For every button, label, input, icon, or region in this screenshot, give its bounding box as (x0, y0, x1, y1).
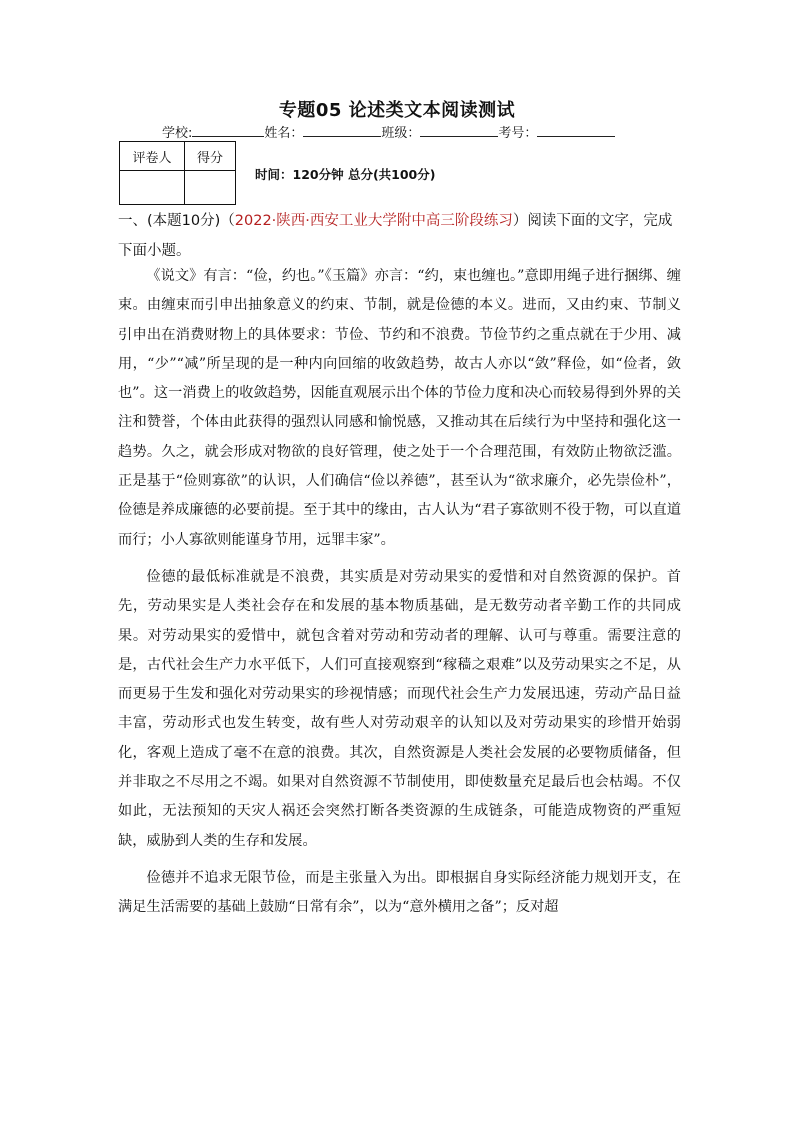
class-label: 班级： (381, 126, 421, 141)
score-header: 得分 (185, 142, 236, 171)
paragraph-1: 《说文》有言：“俭，约也。”《玉篇》亦言：“约，束也缠也。”意即用绳子进行捆绑、缠束。由缠束而引申出抽象意义的约束、节制，就是俭德的本义。进而，又由约束、节制义引申出在消费财物上的具体要求：节俭、节约和不浪费。节俭节约之重点就在于少用、减用，“少”“减”所呈现的是一种内向回缩的收敛趋势，故古人亦以“敛”释俭，如“俭者，敛也”。这一消费上的收敛趋势，因能直观展示出个体的节俭力度和决心而较易得到外界的关注和赞誉，个体由此获得的强烈认同感和愉悦感，又推动其在后续行为中坚持和强化这一趋势。久之，就会形成对物欲的良好管理，使之处于一个合理范围，有效防止物欲泛滥。正是基于“俭则寡欲”的认识，人们确信“俭以养德”，甚至认为“欲求廉介，必先崇俭朴”，俭德是养成廉德的必要前提。至于其中的缘由，古人认为“君子寡欲则不役于物，可以直道而行；小人寡欲则能谨身节用，远罪丰家”。 (118, 268, 681, 548)
grader-header: 评卷人 (120, 142, 185, 171)
class-blank (420, 123, 498, 137)
paragraph-2: 俭德的最低标准就是不浪费，其实质是对劳动果实的爱惜和对自然资源的保护。首先，劳动果实是人类社会存在和发展的基本物质基础，是无数劳动者辛勤工作的共同成果。对劳动果实的爱惜中，就包含着对劳动和劳动者的理解、认可与尊重。需要注意的是，古代社会生产力水平低下，人们可直接观察到“稼穑之艰难”以及劳动果实之不足，从而更易于生发和强化对劳动果实的珍视情感；而现代社会生产力发展迅速，劳动产品日益丰富，劳动形式也发生转变，故有些人对劳动艰辛的认知以及对劳动果实的珍惜开始弱化，客观上造成了毫不在意的浪费。其次，自然资源是人类社会发展的必要物质储备，但并非取之不尽用之不竭。如果对自然资源不节制使用，即使数量充足最后也会枯竭。不仅如此，无法预知的天灾人祸还会突然打断各类资源的生成链条，可能造成物资的严重短缺，威胁到人类的生存和发展。 (118, 568, 681, 849)
student-info-line (162, 122, 642, 141)
grader-cell (120, 171, 185, 205)
exam-no-blank (537, 123, 615, 137)
score-table (119, 141, 236, 205)
name-blank (303, 123, 381, 137)
question-suffix: ）阅读下面的文字，完成下面小题。 (118, 213, 673, 259)
question-prefix: 一、(本题10分)（ (118, 213, 235, 229)
school-label: 学校: (162, 126, 193, 141)
page-title: 专题05 论述类文本阅读测试 (278, 100, 516, 121)
paragraph-3: 俭德并不追求无限节俭，而是主张量入为出。即根据自身实际经济能力规划开支，在满足生活需要的基础上鼓励“日常有余”，以为“意外横用之备”；反对超 (118, 869, 681, 916)
question-heading (118, 206, 678, 266)
exam-no-label: 考号： (498, 126, 538, 141)
score-cell (185, 171, 236, 205)
time-info: 时间：120分钟 总分(共100分) (255, 167, 436, 182)
question-source: 2022·陕西·西安工业大学附中高三阶段练习 (234, 213, 513, 229)
school-blank (192, 123, 264, 137)
name-label: 姓名： (264, 126, 304, 141)
reading-passage (118, 262, 681, 931)
